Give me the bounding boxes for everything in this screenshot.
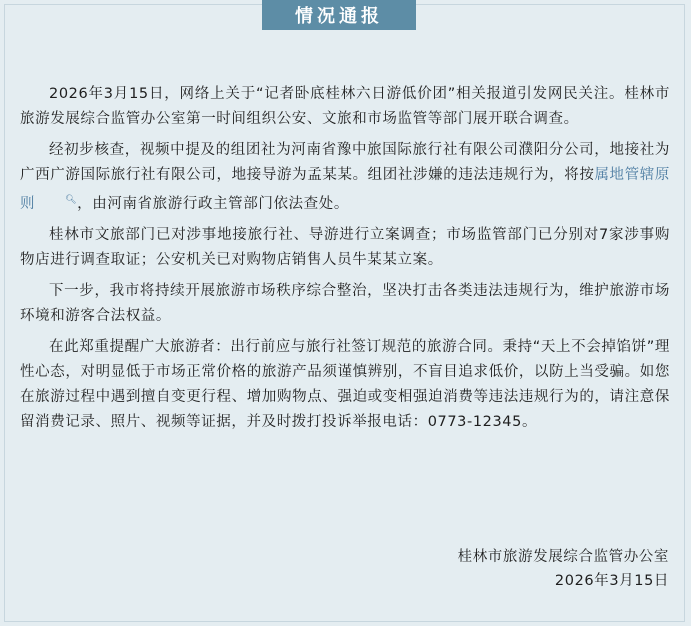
page-title: 情况通报 [295,6,383,27]
paragraph-4: 下一步，我市将持续开展旅游市场秩序综合整治，坚决打击各类违法违规行为，维护旅游市场环境和游客合法权益。 [20,282,670,324]
signature-date: 2026年3月15日 [554,573,669,589]
signature-block [458,545,669,593]
title-banner [262,0,416,30]
paragraph-2-text-before: 经初步核查，视频中提及的组团社为河南省豫中旅国际旅行社有限公司濮阳分公司，地接社为广西广游国际旅行社有限公司，地接导游为孟某某。组团社涉嫌的违法违规行为，将按 [20,142,670,183]
search-icon[interactable]: 🔍︎ [65,195,78,205]
notice-body [20,82,670,441]
signature-office: 桂林市旅游发展综合监管办公室 [457,549,669,565]
jurisdiction-principle-link[interactable]: 属地管辖原则 [20,167,671,212]
paragraph-3: 桂林市文旅部门已对涉事地接旅行社、导游进行立案调查；市场监管部门已分别对7家涉事购物店进行调查取证；公安机关已对购物店销售人员牛某某立案。 [20,226,670,268]
paragraph-2-text-after: ，由河南省旅游行政主管部门依法查处。 [77,195,349,212]
paragraph-5: 在此郑重提醒广大旅游者：出行前应与旅行社签订规范的旅游合同。秉持“天上不会掉馅饼”理性心态，对明显低于市场正常价格的旅游产品须谨慎辨别，不盲目追求低价，以防上当受骗。如您在旅游过程中遇到擅自变更行程、增加购物点、强迫或变相强迫消费等违法违规行为的，请注意保留消费记录、照片、视频等证据，并及时拨打投诉举报电话：0773-12345。 [20,338,670,430]
paragraph-1: 2026年3月15日，网络上关于“记者卧底桂林六日游低价团”相关报道引发网民关注。桂林市旅游发展综合监管办公室第一时间组织公安、文旅和市场监管等部门展开联合调查。 [20,86,670,127]
paragraph-2 [20,138,670,217]
